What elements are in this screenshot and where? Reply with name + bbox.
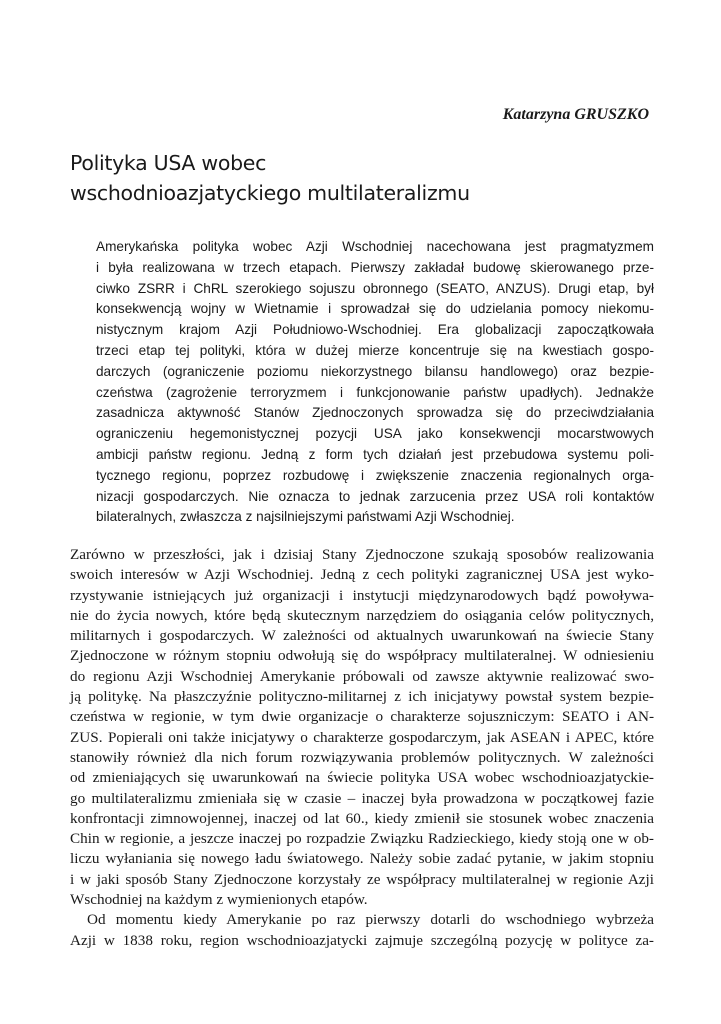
abstract-line: tycznego regionu, poprzez rozbudowę i zwiększenie znaczenia regionalnych orga- bbox=[96, 467, 654, 483]
body-line: Zjednoczone w różnym stopniu odwołują się do współpracy multilateralnej. W odniesieniu bbox=[70, 647, 654, 665]
body-line: Od momentu kiedy Amerykanie po raz pierwszy dotarli do wschodniego wybrzeża bbox=[87, 911, 654, 929]
body-line: konfrontacji zimnowojennej, inaczej od lat 60., kiedy zmienił sie stosunek wobec znaczenia bbox=[70, 809, 654, 827]
abstract-line: bilateralnych, zwłaszcza z najsilniejszymi państwami Azji Wschodniej. bbox=[96, 509, 515, 525]
abstract-line: trzeci etap tej polityki, która w dużej mierze koncentruje się na kwestiach gospo- bbox=[96, 342, 654, 358]
body-text bbox=[70, 545, 654, 951]
body-line: Wschodniej na każdym z wymienionych etapów. bbox=[70, 891, 368, 909]
title-line: Polityka USA wobec bbox=[70, 151, 267, 175]
body-line: do regionu Azji Wschodniej Amerykanie próbowali od zawsze aktywnie realizować swo- bbox=[70, 667, 654, 685]
body-line: ją politykę. Na płaszczyźnie polityczno-militarnej z ich inicjatywy powstał system bezpie- bbox=[70, 688, 654, 706]
abstract-line: darczych (ograniczenie poziomu niekorzystnego bilansu handlowego) oraz bezpie- bbox=[96, 363, 654, 379]
body-line: militarnych i gospodarczych. W zależności od aktualnych uwarunkowań na świecie Stany bbox=[70, 627, 654, 645]
body-line: i w jaki sposób Stany Zjednoczone korzystały ze współpracy multilateralnej w regionie Azji bbox=[70, 870, 654, 888]
body-line: czeństwa w regionie, w tym dwie organizacje o charakterze sojuszniczym: SEATO i AN- bbox=[70, 708, 654, 726]
abstract-line: czeństwa (zagrożenie terroryzmem i funkcjonowanie państw upadłych). Jednakże bbox=[96, 384, 654, 400]
body-line: Chin w regionie, a jeszcze inaczej po rozpadzie Związku Radzieckiego, kiedy stoją one w ob- bbox=[70, 830, 654, 848]
article-title bbox=[70, 148, 470, 208]
body-line: nie do życia nowych, które będą skutecznym narzędziem do osiągania celów politycznych, bbox=[70, 606, 654, 624]
abstract-line: nizacji gospodarczych. Nie oznacza to jednak zarzucenia przez USA roli kontaktów bbox=[96, 488, 654, 504]
abstract-line: Amerykańska polityka wobec Azji Wschodniej nacechowana jest pragmatyzmem bbox=[96, 239, 654, 254]
abstract-line: ambicji państw regionu. Jedną z form tych działań jest przebudowa systemu poli- bbox=[96, 446, 654, 462]
abstract-line: i była realizowana w trzech etapach. Pierwszy zakładał budowę skierowanego prze- bbox=[96, 259, 654, 275]
body-line: Zarówno w przeszłości, jak i dzisiaj Stany Zjednoczone szukają sposobów realizowania bbox=[70, 546, 654, 563]
abstract-line: ciwko ZSRR i ChRL szerokiego sojuszu obronnego (SEATO, ANZUS). Drugi etap, był bbox=[96, 280, 654, 296]
body-line: od zmieniających się uwarunkowań na świecie polityka USA wobec wschodnioazjatyckie- bbox=[70, 769, 654, 787]
body-line: stanowiły również dla nich forum rozwiązywania problemów politycznych. W zależności bbox=[70, 748, 654, 766]
abstract-line: zasadnicza aktywność Stanów Zjednoczonych sprowadza się do przeciwdziałania bbox=[96, 405, 654, 421]
author-name: Katarzyna GRUSZKO bbox=[502, 106, 649, 123]
abstract-line: nistycznym krajom Azji Południowo-Wschodniej. Era globalizacji zapoczątkowała bbox=[96, 322, 654, 338]
body-line: ZUS. Popierali oni także inicjatywy o charakterze gospodarczym, jak ASEAN i APEC, które bbox=[70, 728, 654, 746]
body-line: go multilateralizmu zmieniała się w czasie – inaczej była prowadzona w początkowej fazie bbox=[70, 789, 654, 807]
body-line: liczu wyłaniania się nowego ładu światowego. Należy sobie zadać pytanie, w jakim stopniu bbox=[70, 850, 654, 868]
body-line: swoich interesów w Azji Wschodniej. Jedną z cech polityki zagranicznej USA jest wyko- bbox=[70, 566, 654, 584]
body-line: rzystywanie istniejących już organizacji i instytucji międzynarodowych bądź powoływa- bbox=[70, 586, 654, 604]
body-line: Azji w 1838 roku, region wschodnioazjatycki zajmuje szczególną pozycję w polityce za- bbox=[70, 931, 654, 949]
abstract-line: konsekwencją wojny w Wietnamie i sprowadzał się do udzielania pomocy niekomu- bbox=[96, 301, 654, 317]
abstract bbox=[96, 237, 654, 528]
abstract-line: ograniczeniu hegemonistycznej pozycji USA jako konsekwencji mocarstwowych bbox=[96, 426, 654, 442]
title-line: wschodnioazjatyckiego multilateralizmu bbox=[70, 181, 470, 205]
